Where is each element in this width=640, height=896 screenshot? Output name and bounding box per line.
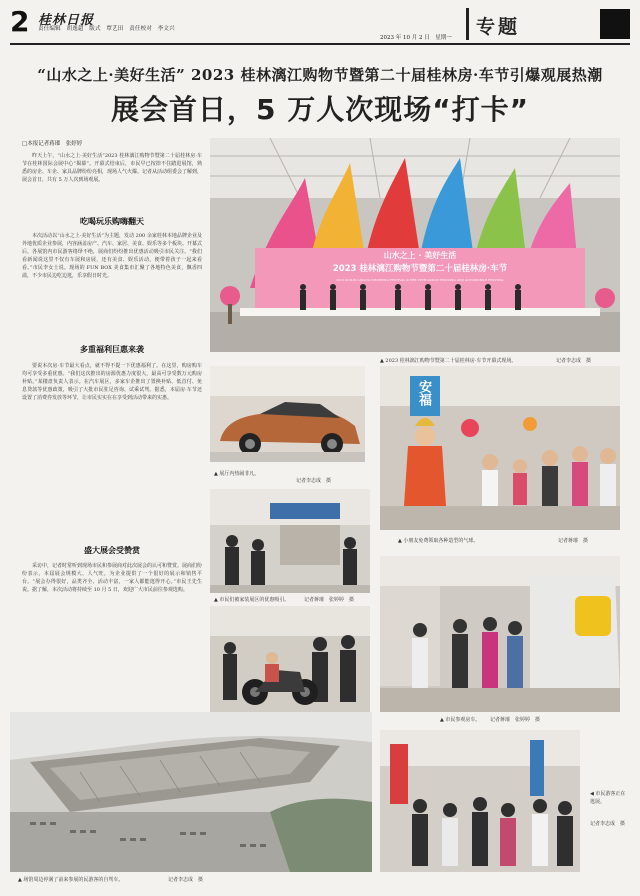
camper-van-photo	[380, 556, 620, 712]
section-decoration	[600, 9, 630, 39]
motorcycle-illustration	[210, 606, 370, 712]
car-illustration	[210, 366, 365, 462]
section-body-2: 要说本次房·车节最大看点，就不得不提一下优惠福利了。在这里，购房购车均可享受多重优惠。“我们这次推出的房源优惠力度很大，最高可享受数万元购房补贴。”某楼盘负责人表示。在汽车展区，多家车企推出了置换补贴、低首付、免息贷款等优惠政策，吸引了大批市民驻足咨询、试乘试驾。据悉，本届房·车节还设置了消费券发放等环节，让市民实实在在享受到活动带来的实惠。	[22, 363, 202, 401]
issue-date: 2023 年 10 月 2 日 星期一	[380, 35, 452, 41]
section-label: 专题	[476, 16, 521, 38]
van-caption: ▲ 市民参观房车。	[440, 717, 481, 723]
subheadline: “山水之上·美好生活” 2023 桂林漓江购物节暨第二十届桂林房·车节引爆观展热潮	[37, 66, 603, 84]
opening-ceremony-photo	[210, 138, 620, 352]
banner-english: 2023 GUILIN LIJIANG SHOPPING FESTIVAL & THE 20TH GUILIN HOUSING AND AUTOMOBILE FESTIVAL	[336, 278, 504, 282]
main-caption-text: ▲ 2023 桂林漓江购物节暨第二十届桂林房·车节开幕式现场。	[380, 358, 517, 364]
kids-sign: 安福	[416, 380, 431, 406]
visitors-photo	[210, 489, 370, 593]
banner-title: 2023 桂林漓江购物节暨第二十届桂林房·车节	[332, 264, 508, 274]
byline: □本报记者蒋璀 张婷婷	[22, 141, 83, 147]
banner-slogan: 山水之上 · 美好生活	[383, 251, 457, 260]
visitors-illustration	[210, 489, 370, 593]
aerial-caption: ▲ 场馆周边停满了前来参展的民游客的自驾车。	[18, 877, 124, 883]
header-rule	[10, 43, 630, 45]
editors-line: 责任编辑 胡逸超 版式 覃艺田 责任校对 李文兴	[38, 26, 175, 32]
headline: 展会首日，5 万人次现场“打卡”	[110, 93, 530, 126]
section-title-3: 盛大展会受赞赏	[84, 545, 140, 555]
kids-caption: ▲ 小朋友免费领取各种造型的气球。	[398, 538, 479, 544]
section-body-1: 本次活动以“山水之上·美好生活”为主题，发动 200 余家桂林本地品牌企业及外地优质企业参展，内容涵盖房产、汽车、家居、美食、娱乐等多个板块。开幕式后，各展馆内市民游客络绎不绝，展商们纷纷推出优惠活动吸引市民关注。“我们看新闻说这里不仅有车展和房展，还有美食、娱乐活动，便带着孩子一起来看看。”市民李女士说。现场的 FUN BOX 美食集市汇聚了各地特色美食，飘香四溢，不少市民边吃边逛，乐享假日时光。	[22, 233, 202, 279]
paper-logo: 桂林日报	[38, 13, 95, 28]
crowd-illustration	[380, 730, 580, 872]
crowd-photo	[380, 730, 580, 872]
aerial-venue-photo	[10, 712, 372, 872]
aerial-caption-credit: 记者李志成 摄	[168, 877, 204, 883]
van-caption-credit: 记者蒋璀 张婷婷 摄	[490, 717, 541, 723]
motorcycle-photo	[210, 606, 370, 712]
main-caption-credit: 记者李志成 摄	[556, 358, 592, 364]
kids-balloon-photo	[380, 366, 620, 530]
visitors-caption-credit: 记者蒋璀 张婷婷 摄	[304, 597, 355, 603]
crowd-caption: ◀ 市民游客正在逛展。	[590, 791, 626, 805]
page-number: 2	[10, 5, 30, 38]
section-body-3: 采访中，记者时常听到现场市民和参展商对此次展会的认可和赞赏。展商们纷纷表示，本届展会规模大、人气旺，为企业提供了一个很好的展示和销售平台。“展会办得很好，品类齐全、活动丰富，一家人都能逛得开心。”市民王先生说。据了解，本次活动将持续至 10 月 5 日，欢迎广大市民前往参观选购。	[22, 563, 202, 593]
visitors-caption: ▲ 市民们被家装展区的优惠吸引。	[214, 597, 290, 603]
opening-ceremony-illustration	[210, 138, 620, 352]
car-caption: ▲ 展厅内热闹非凡。	[214, 471, 260, 477]
intro-paragraph: 昨天上午，“山水之上·美好生活”2023 桂林漓江购物节暨第二十届桂林房·车节在桂林国际会展中心“揭幕”。开幕式结束后，市民早已按捺不住踏进展馆，熟悉的房企、车企、家具品牌纷纷亮相，现场人气火爆。记者从活动组委会了解到，展会首日，共有 5 万人次到场观展。	[22, 153, 202, 183]
section-title-2: 多重福利巨惠来袭	[80, 344, 144, 354]
van-illustration	[380, 556, 620, 712]
crowd-caption-credit: 记者李志成 摄	[590, 821, 626, 827]
car-caption-credit: 记者李志成 摄	[296, 478, 332, 484]
aerial-illustration	[10, 712, 372, 872]
main-photo-caption	[380, 357, 516, 364]
kids-caption-credit: 记者蒋璀 摄	[558, 538, 589, 544]
car-showroom-photo	[210, 366, 365, 462]
section-title-1: 吃喝玩乐购嗨翻天	[80, 216, 144, 226]
